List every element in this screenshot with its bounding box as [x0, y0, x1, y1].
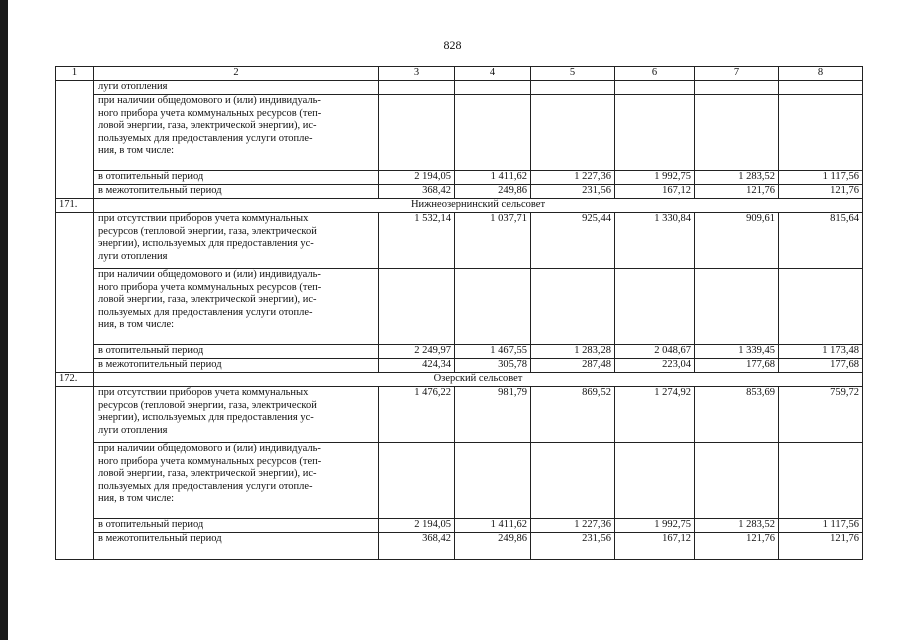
- value-cell: 1 476,22: [379, 387, 455, 443]
- row-description: луги отопления: [94, 81, 379, 95]
- header-cell: 6: [615, 67, 695, 81]
- row-number: 172.: [56, 373, 94, 387]
- value-cell: 121,76: [695, 185, 779, 199]
- section-row: [56, 199, 863, 213]
- table-row: [56, 519, 863, 533]
- value-cell: 287,48: [531, 359, 615, 373]
- row-description: при наличии общедомового и (или) индивидуаль- ного прибора учета коммунальных ресурсов (теп- ловой энергии, газа, электрической энергии), ис- пользуемых для предоставления услуги отопле- ния, в том числе:: [94, 95, 379, 171]
- value-cell: 1 117,56: [779, 171, 863, 185]
- row-description: при наличии общедомового и (или) индивидуаль- ного прибора учета коммунальных ресурсов (теп- ловой энергии, газа, электрической энергии), ис- пользуемых для предоставления услуги отопле- ния, в том числе:: [94, 269, 379, 345]
- tariff-table: [55, 66, 863, 560]
- value-cell: 759,72: [779, 387, 863, 443]
- table-row: [56, 185, 863, 199]
- value-cell: 167,12: [615, 185, 695, 199]
- value-cell: 1 274,92: [615, 387, 695, 443]
- section-title: Нижнеозернинский сельсовет: [94, 199, 863, 213]
- value-cell: 909,61: [695, 213, 779, 269]
- row-description: при наличии общедомового и (или) индивидуаль- ного прибора учета коммунальных ресурсов (теп- ловой энергии, газа, электрической энергии), ис- пользуемых для предоставления услуги отопле- ния, в том числе:: [94, 443, 379, 519]
- value-cell: 121,76: [779, 185, 863, 199]
- header-cell: 1: [56, 67, 94, 81]
- table-row: [56, 533, 863, 560]
- section-row: [56, 373, 863, 387]
- value-cell: 1 411,62: [455, 171, 531, 185]
- table-row: [56, 213, 863, 269]
- value-cell: 1 227,36: [531, 171, 615, 185]
- value-cell: 815,64: [779, 213, 863, 269]
- value-cell: 231,56: [531, 185, 615, 199]
- table-row: [56, 345, 863, 359]
- row-label: в отопительный период: [94, 171, 379, 185]
- value-cell: 1 467,55: [455, 345, 531, 359]
- value-cell: 1 227,36: [531, 519, 615, 533]
- header-row: [56, 67, 863, 81]
- value-cell: 1 283,28: [531, 345, 615, 359]
- header-cell: 7: [695, 67, 779, 81]
- row-label: в межотопительный период: [94, 185, 379, 199]
- value-cell: 223,04: [615, 359, 695, 373]
- value-cell: 424,34: [379, 359, 455, 373]
- value-cell: 121,76: [695, 533, 779, 560]
- value-cell: 249,86: [455, 185, 531, 199]
- value-cell: 1 037,71: [455, 213, 531, 269]
- value-cell: 368,42: [379, 185, 455, 199]
- value-cell: 1 992,75: [615, 171, 695, 185]
- binding-edge: [0, 0, 8, 640]
- continuation-row: [56, 81, 863, 95]
- value-cell: 368,42: [379, 533, 455, 560]
- row-label: в межотопительный период: [94, 359, 379, 373]
- row-label: в отопительный период: [94, 345, 379, 359]
- value-cell: 1 992,75: [615, 519, 695, 533]
- row-description: при отсутствии приборов учета коммунальных ресурсов (тепловой энергии, газа, электрической энергии), используемых для предоставления ус- луги отопления: [94, 387, 379, 443]
- value-cell: 1 173,48: [779, 345, 863, 359]
- header-cell: 4: [455, 67, 531, 81]
- table-row: [56, 359, 863, 373]
- value-cell: 1 283,52: [695, 171, 779, 185]
- value-cell: 1 330,84: [615, 213, 695, 269]
- value-cell: 853,69: [695, 387, 779, 443]
- header-cell: 8: [779, 67, 863, 81]
- value-cell: 121,76: [779, 533, 863, 560]
- value-cell: 231,56: [531, 533, 615, 560]
- value-cell: 249,86: [455, 533, 531, 560]
- table-row: [56, 443, 863, 519]
- value-cell: 2 048,67: [615, 345, 695, 359]
- page-number: 828: [443, 38, 462, 52]
- row-label: в межотопительный период: [94, 533, 379, 560]
- value-cell: 869,52: [531, 387, 615, 443]
- header-cell: 2: [94, 67, 379, 81]
- row-number: 171.: [56, 199, 94, 213]
- row-label: в отопительный период: [94, 519, 379, 533]
- value-cell: 167,12: [615, 533, 695, 560]
- value-cell: 1 411,62: [455, 519, 531, 533]
- value-cell: 925,44: [531, 213, 615, 269]
- header-cell: 3: [379, 67, 455, 81]
- row-description: при отсутствии приборов учета коммунальных ресурсов (тепловой энергии, газа, электрической энергии), используемых для предоставления ус- луги отопления: [94, 213, 379, 269]
- value-cell: 1 283,52: [695, 519, 779, 533]
- header-cell: 5: [531, 67, 615, 81]
- value-cell: 177,68: [779, 359, 863, 373]
- table-row: [56, 387, 863, 443]
- value-cell: 1 117,56: [779, 519, 863, 533]
- section-title: Озерский сельсовет: [94, 373, 863, 387]
- table-row: [56, 171, 863, 185]
- value-cell: 177,68: [695, 359, 779, 373]
- value-cell: 1 339,45: [695, 345, 779, 359]
- value-cell: 2 194,05: [379, 519, 455, 533]
- value-cell: 2 194,05: [379, 171, 455, 185]
- value-cell: 1 532,14: [379, 213, 455, 269]
- value-cell: 2 249,97: [379, 345, 455, 359]
- value-cell: 305,78: [455, 359, 531, 373]
- value-cell: 981,79: [455, 387, 531, 443]
- table-row: [56, 269, 863, 345]
- table-row: [56, 95, 863, 171]
- row-number-cell: [56, 81, 94, 95]
